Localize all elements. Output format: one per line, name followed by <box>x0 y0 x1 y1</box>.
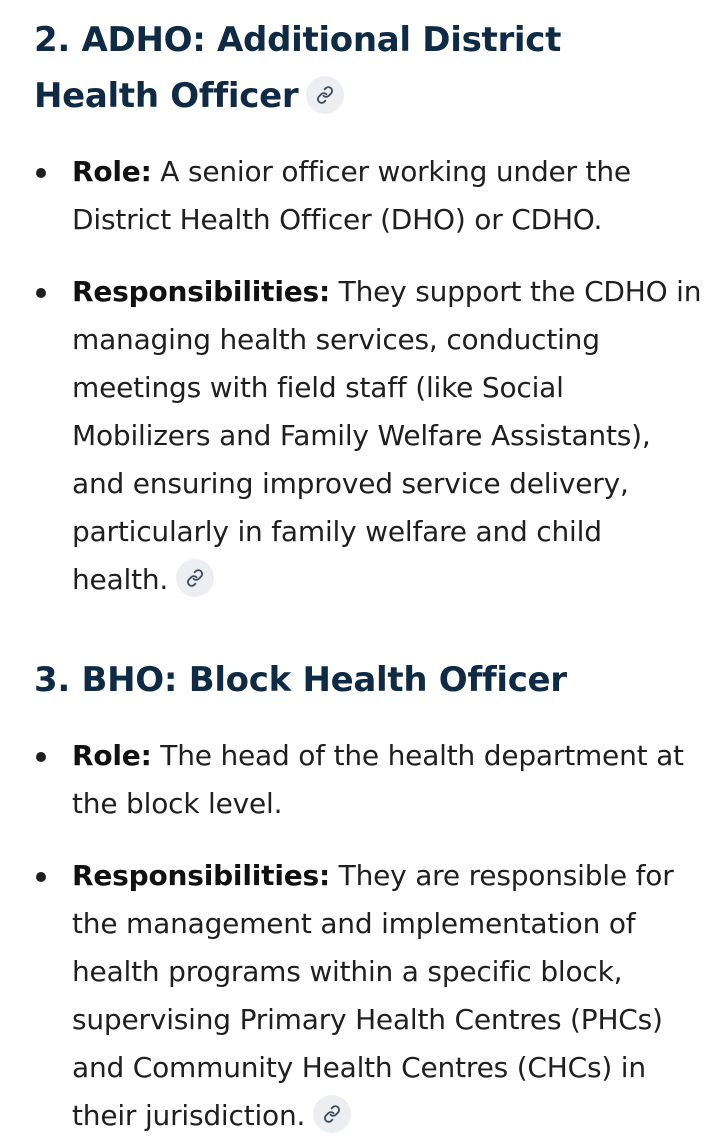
source-link-button[interactable] <box>313 1095 351 1133</box>
section-heading-bho <box>34 652 694 708</box>
source-link-button[interactable] <box>176 559 214 597</box>
bullet-dot <box>36 752 46 762</box>
link-icon <box>186 569 204 587</box>
list-item-adho-role <box>72 148 702 244</box>
list-item-adho-responsibilities <box>72 268 702 604</box>
item-text: They are responsible for the management and implementation of health programs within a specific block, supervising Primary Health Centres (PHCs) and Community Health Centres (CHCs) in their jurisdiction. <box>72 859 674 1132</box>
item-label: Responsibilities: <box>72 859 330 892</box>
bullet-dot <box>36 168 46 178</box>
section-heading-text: 3. BHO: Block Health Officer <box>34 660 567 700</box>
section-heading-text: 2. ADHO: Additional District Health Officer <box>34 20 562 116</box>
item-label: Role: <box>72 739 152 772</box>
list-item-bho-responsibilities <box>72 852 702 1140</box>
item-label: Role: <box>72 155 152 188</box>
bullet-dot <box>36 288 46 298</box>
item-text: A senior officer working under the District Health Officer (DHO) or CDHO. <box>72 155 631 236</box>
item-text: The head of the health department at the block level. <box>72 739 684 820</box>
bullet-dot <box>36 872 46 882</box>
source-link-button[interactable] <box>306 76 344 114</box>
link-icon <box>323 1105 341 1123</box>
list-item-bho-role <box>72 732 702 828</box>
item-label: Responsibilities: <box>72 275 330 308</box>
link-icon <box>316 86 334 104</box>
item-text: They support the CDHO in managing health services, conducting meetings with field staff (like Social Mobilizers and Family Welfare Assistants), and ensuring improved service delivery, particularly in family welfare and child health. <box>72 275 702 596</box>
section-heading-adho <box>34 12 694 124</box>
